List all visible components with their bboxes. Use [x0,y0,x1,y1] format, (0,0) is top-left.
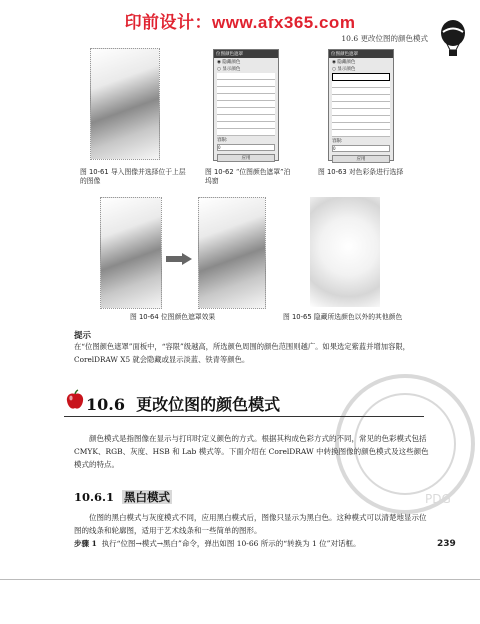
step-text: 执行“位图→模式→黑白”命令，弹出如图 10-66 所示的“转换为 1 位”对话框。 [101,539,361,548]
tolerance-label: 容限: [332,139,343,144]
intro-paragraph: 颜色模式是指图像在显示与打印时定义颜色的方式。根据其构成色彩方式的不同，常见的色彩模式包括 CMYK、RGB、灰度、HSB 和 Lab 模式等。下面介绍在 CorelDRAW 中转换图像的颜色模式及这些颜色模式的特点。 [74,434,429,470]
subsection-heading [74,489,172,505]
color-row[interactable] [332,130,390,137]
caption-number: 图 10-61 [80,168,109,176]
tolerance-slider[interactable]: 0 [332,145,390,152]
show-color-label: 显示颜色 [337,67,356,72]
fig-10-62-caption [205,168,295,186]
caption-text: 隐藏所选颜色以外的其他颜色 [313,313,403,321]
panel-title: 位图颜色遮罩 [329,50,393,58]
color-row[interactable] [217,108,275,115]
show-color-option[interactable]: ○ 显示颜色 [217,67,241,72]
color-row[interactable] [332,73,390,81]
fig-10-65-caption [283,313,453,322]
color-row[interactable] [217,115,275,122]
color-row[interactable] [217,80,275,87]
fig-10-65-image [310,197,380,307]
color-row[interactable] [217,101,275,108]
color-row[interactable] [332,116,390,123]
fig-10-61-caption [80,168,190,186]
show-color-option[interactable]: ○ 显示颜色 [332,67,356,72]
section-rule [64,416,424,417]
arrow-right-icon [166,253,192,265]
site-watermark: 印前设计：www.afx365.com [124,13,356,32]
fig-10-64-caption [130,313,260,322]
apple-icon [64,389,86,411]
fig-10-63-color-mask-panel [328,49,394,161]
section-number: 10.6 [86,395,125,414]
color-row[interactable] [217,87,275,94]
step-label: 步骤 1 [74,539,97,548]
color-row[interactable] [332,95,390,102]
fig-10-61-image [90,48,160,160]
step-1 [74,537,424,550]
color-row[interactable] [332,109,390,116]
page-number: 239 [437,539,456,549]
caption-number: 图 10-63 [318,168,347,176]
subsection-title: 黑白模式 [124,490,171,504]
stamp-text: PDG [425,492,451,506]
fig-10-64-before-image [100,197,162,309]
color-row[interactable] [217,122,275,129]
color-row[interactable] [332,123,390,130]
tolerance-slider[interactable]: 0 [217,144,275,151]
tolerance-label: 容限: [217,138,228,143]
caption-number: 图 10-65 [283,313,312,321]
color-row[interactable] [217,73,275,80]
color-row[interactable] [332,88,390,95]
hide-color-option[interactable]: ◉ 隐藏颜色 [332,60,356,65]
color-row[interactable] [217,129,275,136]
apply-button[interactable]: 应用 [217,154,275,162]
caption-number: 图 10-62 [205,168,234,176]
bw-mode-paragraph: 位图的黑白模式与灰度模式不同，应用黑白模式后，图像只显示为黑白色。这种模式可以清楚地显示位图的线条和轮廓图，适用于艺术线条和一些简单的图形。 [74,513,427,536]
caption-number: 图 10-64 [130,313,159,321]
apply-button[interactable]: 应用 [332,155,390,163]
hide-color-label: 隐藏颜色 [337,60,356,65]
subsection-number: 10.6.1 [74,490,115,504]
color-row[interactable] [332,81,390,88]
color-row[interactable] [332,102,390,109]
caption-text: 导入图像并选择位于上层的图像 [80,168,186,185]
section-heading [86,392,280,415]
tip-body: 在“位图颜色遮罩”面板中，“容限”级越高，所选颜色周围的颜色范围则越广。如果选定紫蓝并增加容限，CorelDRAW X5 就会隐藏或显示淡蓝、铁青等颜色。 [74,342,410,364]
section-title: 更改位图的颜色模式 [136,395,281,414]
page-bottom-line [0,579,480,580]
fig-10-64-after-image [198,197,266,309]
running-header: 10.6 更改位图的颜色模式 [341,34,428,43]
fig-10-63-caption [318,168,448,177]
show-color-label: 显示颜色 [222,67,241,72]
caption-text: “位图颜色遮罩”泊坞窗 [205,168,291,185]
color-row[interactable] [217,94,275,101]
hide-color-option[interactable]: ◉ 隐藏颜色 [217,60,241,65]
caption-text: 位图颜色遮罩效果 [160,313,216,321]
tip-title: 提示 [74,331,92,341]
hide-color-label: 隐藏颜色 [222,60,241,65]
hot-air-balloon-icon [438,20,468,60]
fig-10-62-color-mask-panel [213,49,279,161]
caption-text: 对色彩条进行选择 [348,168,404,176]
panel-title: 位图颜色遮罩 [214,50,278,58]
